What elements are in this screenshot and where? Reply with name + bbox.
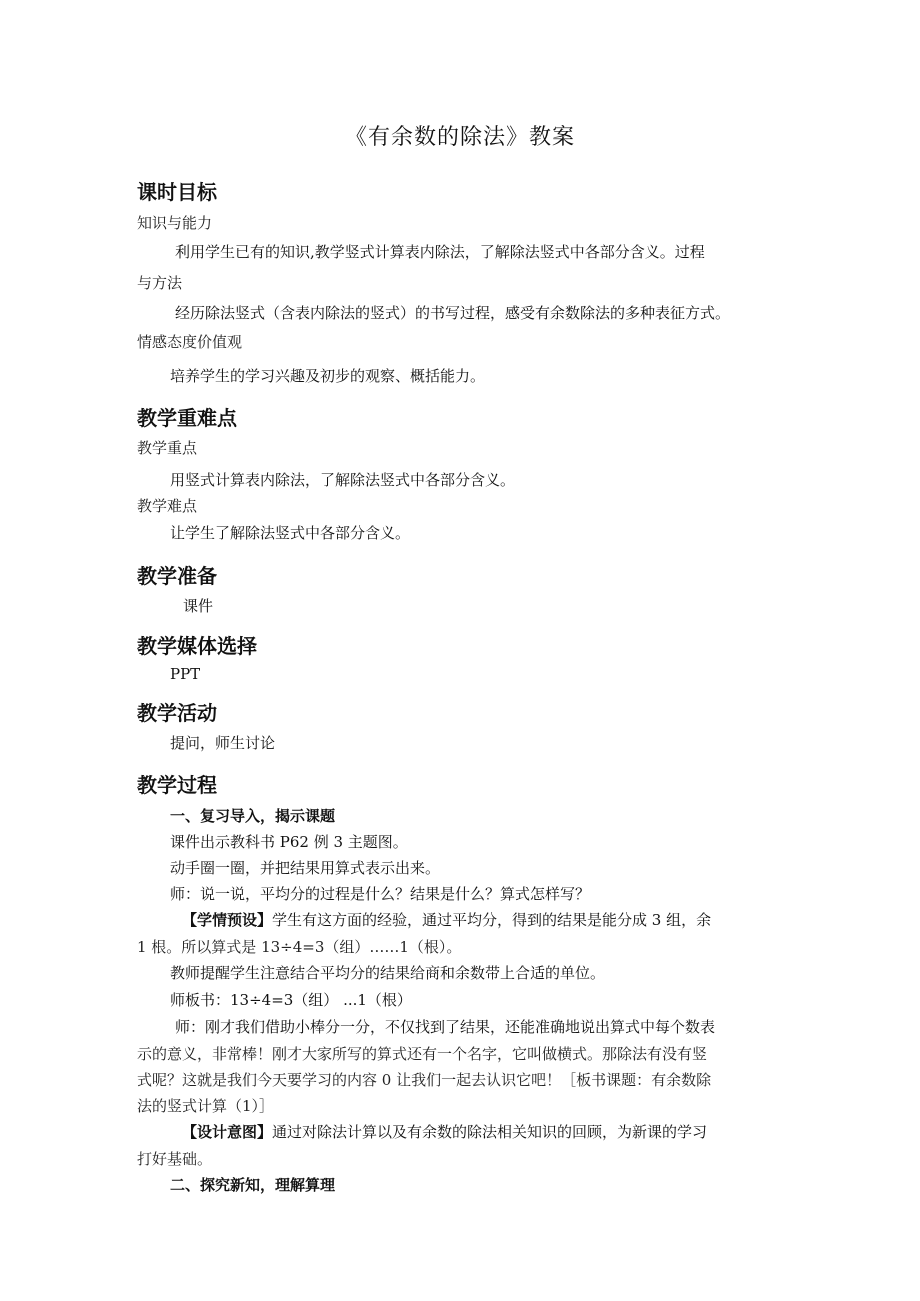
p8-text-1: 通过对除法计算以及有余数的除法相关知识的回顾，为新课的学习 [272, 1123, 708, 1141]
section-heading-media: 教学媒体选择 [137, 634, 257, 658]
paragraph-p8-line2: 打好基础。 [137, 1150, 213, 1168]
subheading-emotion: 情感态度价值观 [137, 333, 243, 351]
subheading-difficulty: 教学难点 [137, 497, 198, 515]
paragraph-p8-line1 [182, 1121, 707, 1142]
label-design-intent: 【设计意图】 [182, 1123, 273, 1141]
paragraph-method: 经历除法竖式（含表内除法的竖式）的书写过程，感受有余数除法的多种表征方式。 [175, 304, 731, 322]
section-heading-process: 教学过程 [137, 773, 217, 797]
paragraph-p7-line1: 师：刚才我们借助小棒分一分，不仅找到了结果，还能准确地说出算式中每个数表 [175, 1018, 716, 1036]
paragraph-activity: 提问，师生讨论 [170, 734, 276, 752]
section-heading-prep: 教学准备 [137, 564, 217, 588]
paragraph-p3: 师：说一说，平均分的过程是什么？结果是什么？算式怎样写？ [170, 885, 591, 903]
paragraph-media: PPT [170, 665, 201, 683]
paragraph-p1: 课件出示教科书 P62 例 3 主题图。 [170, 833, 408, 851]
paragraph-p6: 师板书：13÷4=3（组） ...1（根） [170, 991, 412, 1009]
section-heading-activity: 教学活动 [137, 701, 217, 725]
label-learning-preset: 【学情预设】 [182, 911, 273, 929]
paragraph-knowledge-line1: 利用学生已有的知识,教学竖式计算表内除法，了解除法竖式中各部分含义。过程 [175, 243, 705, 261]
paragraph-p2: 动手圈一圈，并把结果用算式表示出来。 [170, 859, 441, 877]
section-heading-goals: 课时目标 [137, 180, 217, 204]
paragraph-p7-line2: 示的意义，非常棒！刚才大家所写的算式还有一个名字，它叫做横式。那除法有没有竖 [137, 1045, 708, 1063]
paragraph-emotion: 培养学生的学习兴趣及初步的观察、概括能力。 [170, 367, 486, 385]
paragraph-p4-line2: 1 根。所以算式是 13÷4=3（组）……1（根）。 [137, 938, 462, 956]
paragraph-knowledge-line2: 与方法 [137, 274, 183, 292]
paragraph-p5: 教师提醒学生注意结合平均分的结果给商和余数带上合适的单位。 [170, 964, 606, 982]
document-title: 《有余数的除法》教案 [344, 125, 575, 150]
paragraph-difficulty: 让学生了解除法竖式中各部分含义。 [170, 524, 411, 542]
subheading-knowledge: 知识与能力 [137, 214, 213, 232]
paragraph-p4-line1 [182, 909, 711, 930]
step2-title: 二、探究新知，理解算理 [170, 1176, 336, 1194]
paragraph-focus: 用竖式计算表内除法，了解除法竖式中各部分含义。 [170, 471, 516, 489]
paragraph-p7-line3: 式呢？这就是我们今天要学习的内容 0 让我们一起去认识它吧！［板书课题：有余数除 [137, 1071, 712, 1089]
section-heading-keypoints: 教学重难点 [137, 406, 237, 430]
subheading-focus: 教学重点 [137, 439, 198, 457]
step1-title: 一、复习导入，揭示课题 [170, 807, 336, 825]
paragraph-p7-line4: 法的竖式计算（1）］ [137, 1097, 275, 1115]
paragraph-prep: 课件 [183, 597, 214, 615]
p4-text-1: 学生有这方面的经验，通过平均分，得到的结果是能分成 3 组，余 [272, 911, 712, 929]
